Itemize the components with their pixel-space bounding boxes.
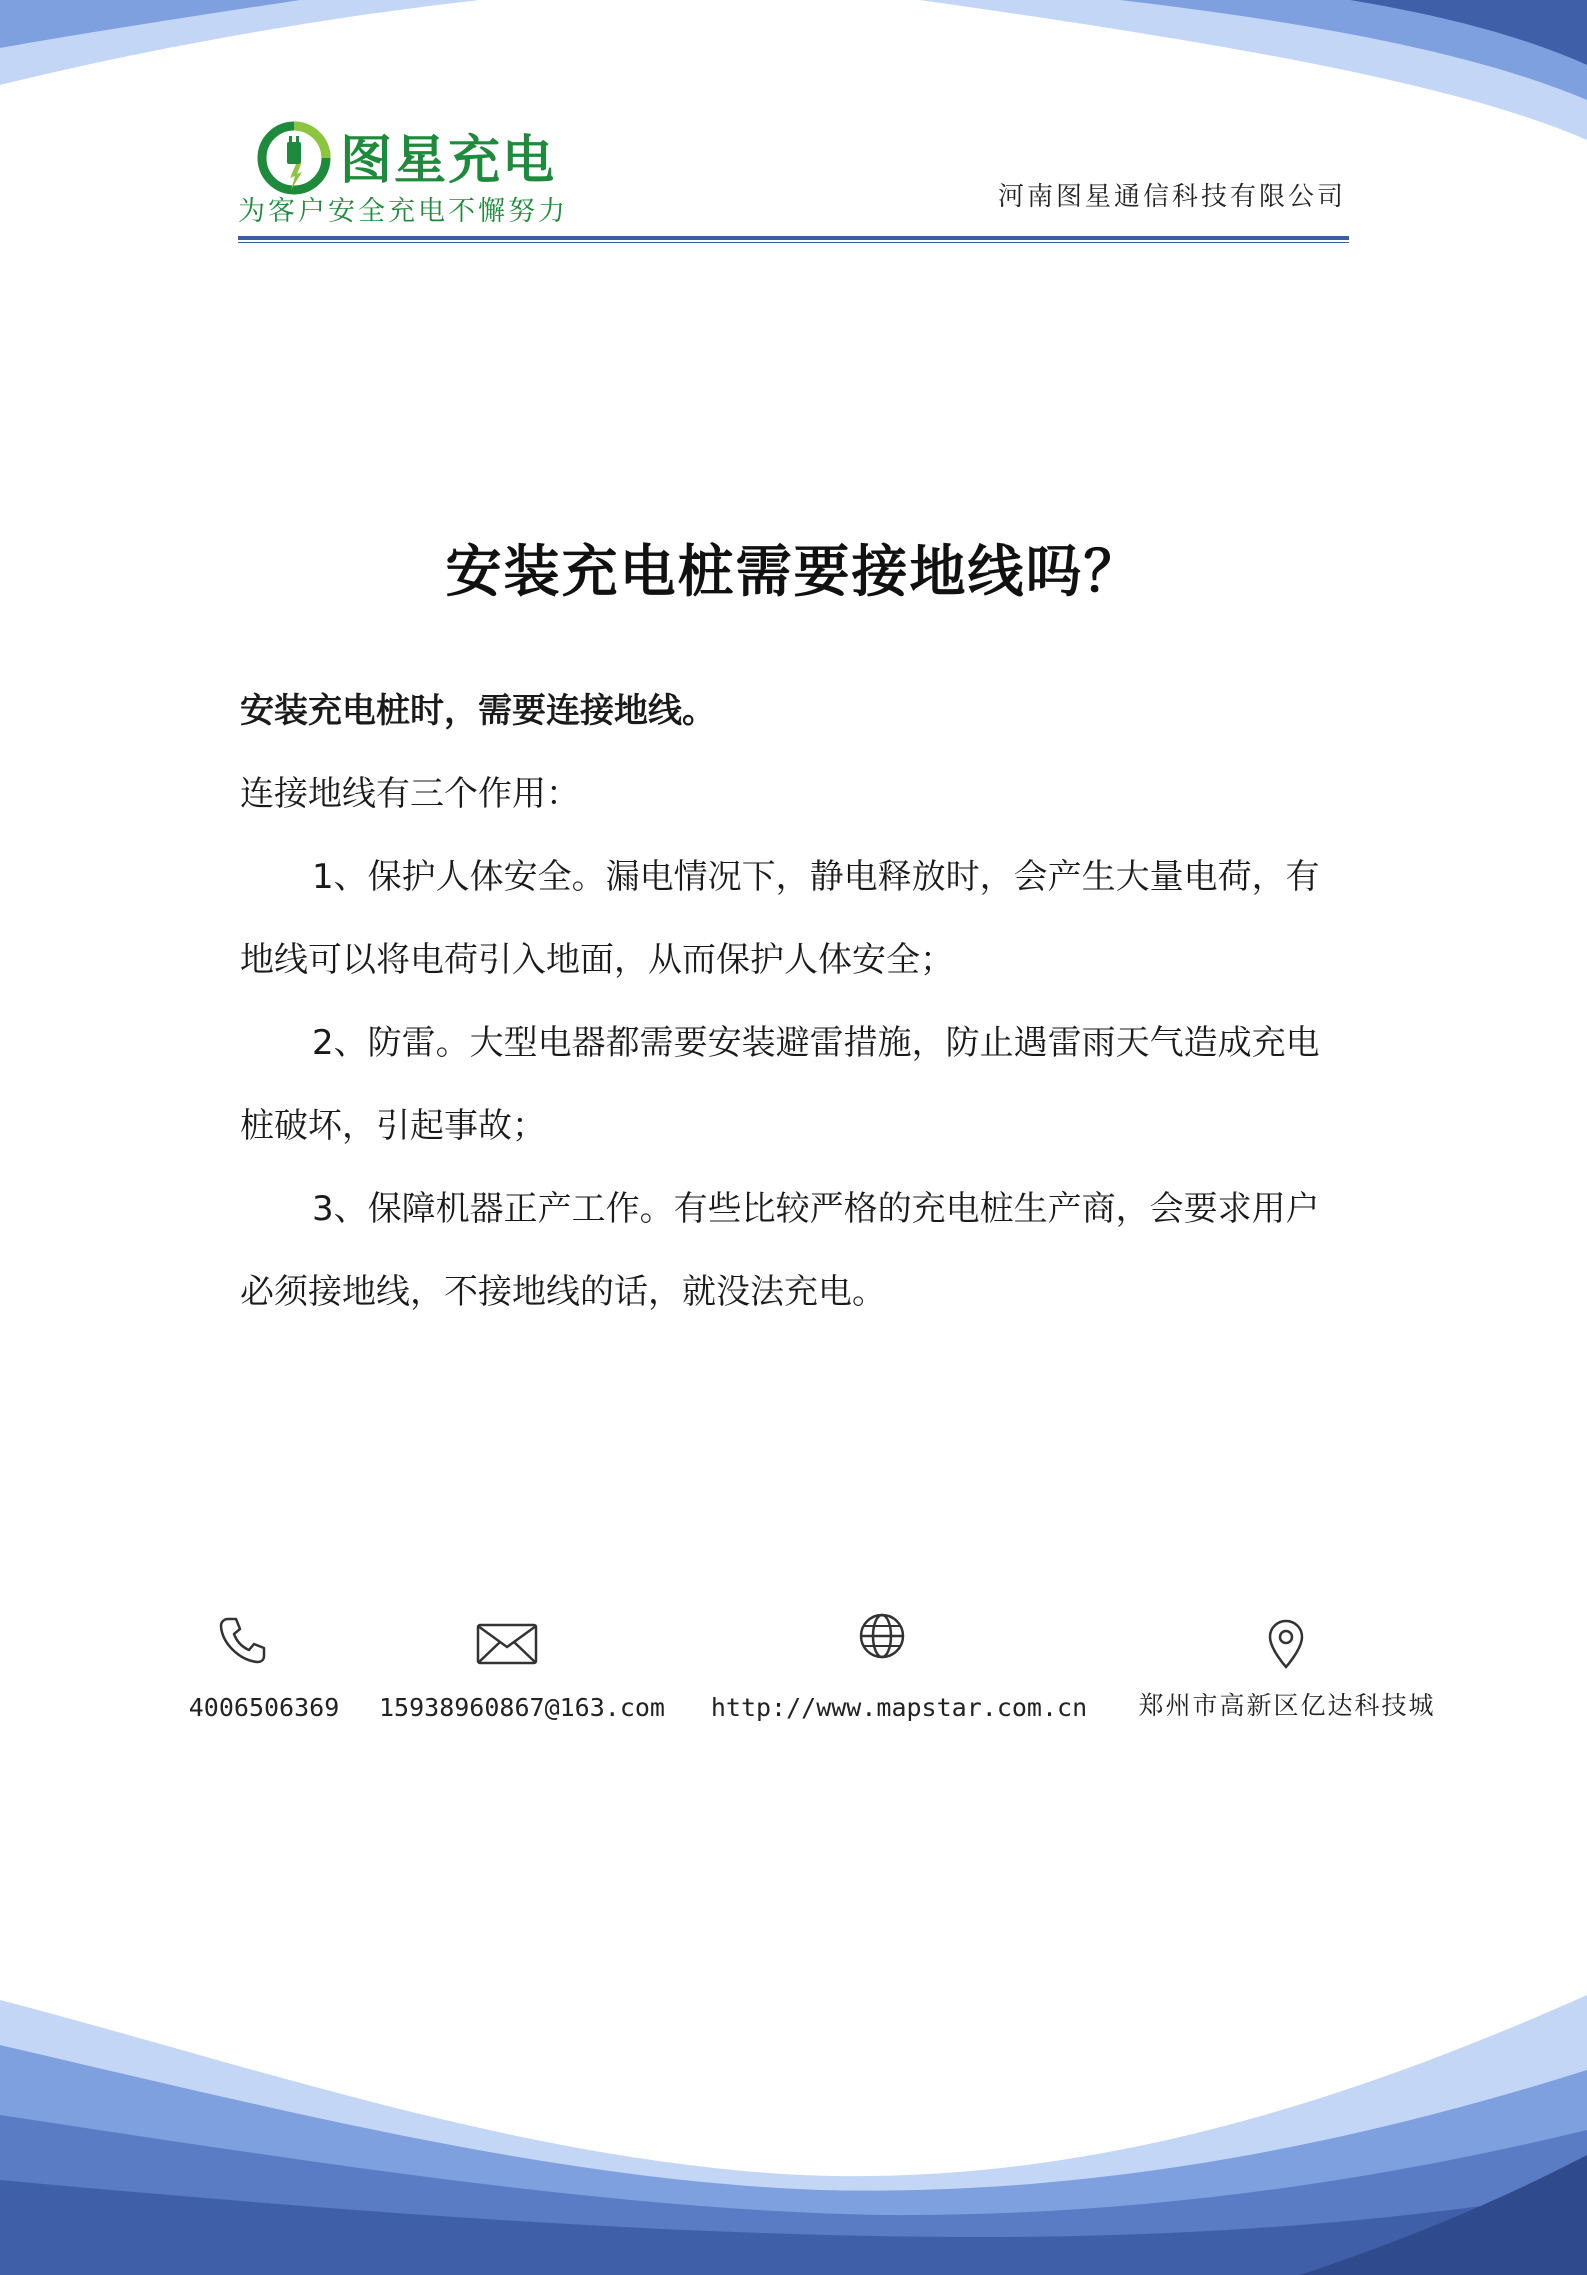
logo-slogan: 为客户安全充电不懈努力	[238, 196, 568, 227]
article-body	[240, 670, 1350, 1334]
article-intro: 连接地线有三个作用：	[240, 774, 580, 814]
page-title: 安装充电桩需要接地线吗？	[445, 539, 1142, 605]
contact-email: 15938960867@163.com	[379, 1693, 665, 1722]
phone-icon	[218, 1615, 266, 1665]
logo-title: 图星充电	[340, 131, 557, 191]
company-name: 河南图星通信科技有限公司	[997, 182, 1346, 212]
location-pin-icon	[1267, 1618, 1305, 1670]
globe-icon	[858, 1612, 906, 1660]
header-divider-thin	[238, 242, 1349, 243]
contact-website: http://www.mapstar.com.cn	[710, 1693, 1088, 1722]
contact-address: 郑州市高新区亿达科技城	[1138, 1691, 1436, 1720]
contact-phone: 4006506369	[188, 1693, 340, 1722]
header-divider	[238, 236, 1349, 240]
top-decorative-wave	[0, 0, 1587, 160]
mail-icon	[476, 1623, 538, 1665]
article-point: 2、防雷。大型电器都需要安装避雷措施，防止遇雷雨天气造成充电桩破坏，引起事故；	[240, 1023, 1320, 1146]
article-point: 3、保障机器正产工作。有些比较严格的充电桩生产商，会要求用户必须接地线，不接地线的话，就没法充电。	[240, 1189, 1320, 1312]
bottom-decorative-wave	[0, 1975, 1587, 2275]
article-lead: 安装充电桩时，需要连接地线。	[240, 691, 716, 731]
article-point: 1、保护人体安全。漏电情况下，静电释放时，会产生大量电荷，有地线可以将电荷引入地面，从而保护人体安全；	[240, 857, 1320, 980]
charging-plug-logo-icon	[254, 118, 334, 198]
